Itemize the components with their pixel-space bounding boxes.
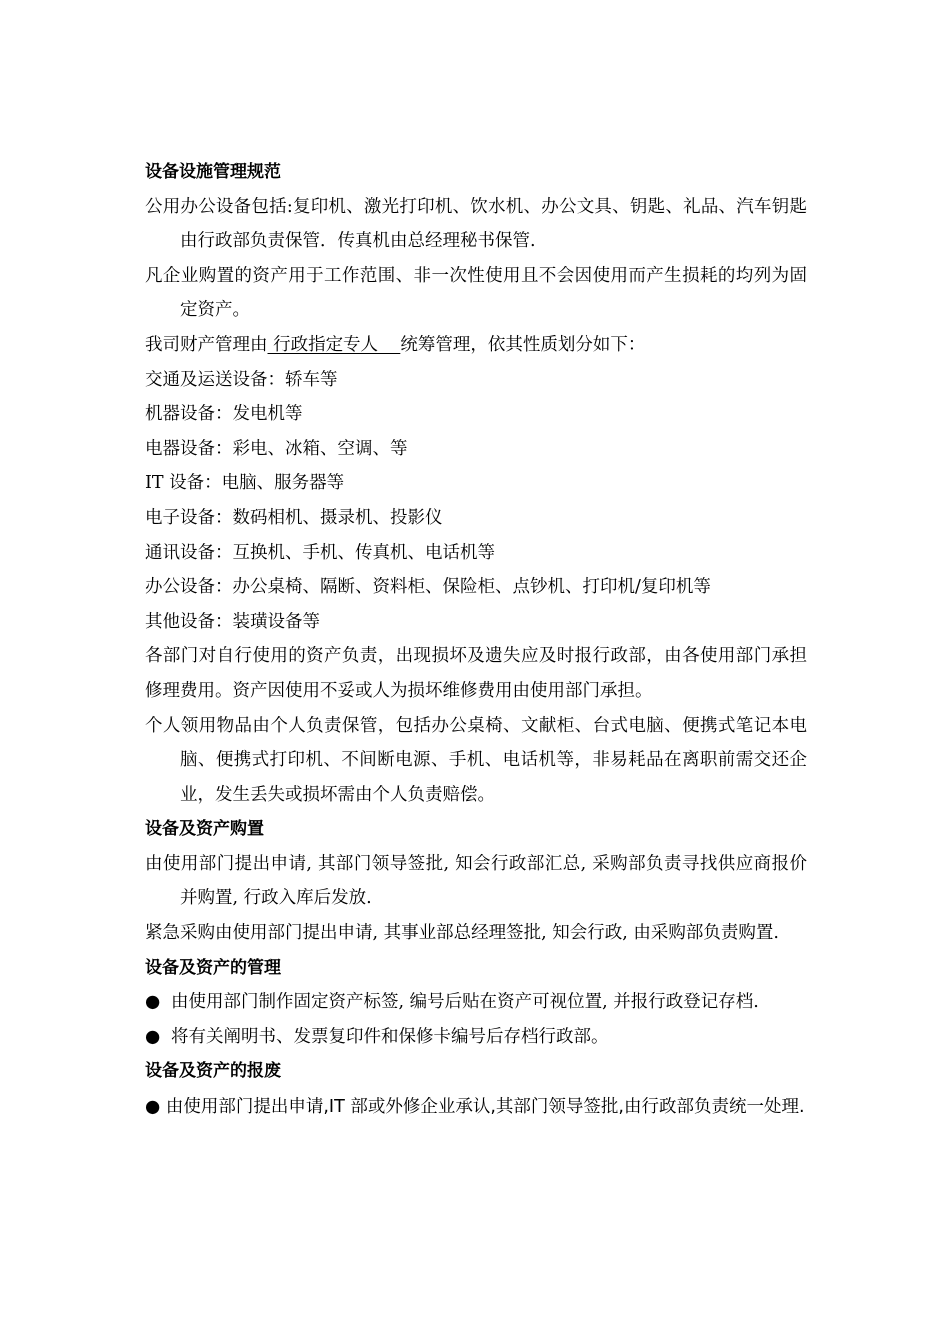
bullet-text: 由使用部门提出申请,IT 部或外修企业承认,其部门领导签批,由行政部负责统一处理. xyxy=(165,1097,805,1118)
paragraph-office-equipment: 公用办公设备包括:复印机、激光打印机、饮水机、办公文具、钥匙、礼品、汽车钥匙由行政部负责保管．传真机由总经理秘书保管. xyxy=(145,196,807,252)
category-electrical: 电器设备：彩电、冰箱、空调、等 xyxy=(145,438,408,459)
paragraph-urgent-purchase: 紧急采购由使用部门提出申请, 其事业部总经理签批, 知会行政, 由采购部负责购置. xyxy=(145,923,779,944)
paragraph-department-responsibility: 各部门对自行使用的资产负责，出现损坏及遗失应及时报行政部，由各使用部门承担修理费用。资产因使用不妥或人为损坏维修费用由使用部门承担。 xyxy=(145,646,807,701)
category-other: 其他设备：装璜设备等 xyxy=(145,611,320,632)
bullet-item-asset-label xyxy=(145,985,807,1020)
bullet-icon: ● xyxy=(145,1097,161,1118)
bullet-item-archive xyxy=(145,1020,807,1055)
document-title: 设备设施管理规范 xyxy=(145,162,281,182)
section-heading-purchase: 设备及资产购置 xyxy=(145,819,264,840)
category-electronic: 电子设备：数码相机、摄录机、投影仪 xyxy=(145,507,443,528)
document-body xyxy=(145,155,807,1126)
bullet-icon: ● xyxy=(145,1026,161,1047)
category-office: 办公设备：办公桌椅、隔断、资料柜、保险柜、点钞机、打印机/复印机等 xyxy=(145,577,711,598)
bullet-text: 由使用部门制作固定资产标签, 编号后贴在资产可视位置, 并报行政登记存档. xyxy=(171,992,759,1013)
paragraph-property-management xyxy=(145,328,807,363)
underlined-fill-in: 行政指定专人 xyxy=(267,334,401,355)
section-heading-scrap: 设备及资产的报废 xyxy=(145,1061,281,1082)
section-heading-management: 设备及资产的管理 xyxy=(145,957,281,978)
category-communication: 通讯设备：互换机、手机、传真机、电话机等 xyxy=(145,542,495,563)
bullet-item-scrap xyxy=(145,1089,807,1126)
category-it: IT 设备：电脑、服务器等 xyxy=(145,473,345,494)
text-after-blank: 统筹管理，依其性质划分如下： xyxy=(400,334,646,355)
paragraph-personal-items: 个人领用物品由个人负责保管，包括办公桌椅、文献柜、台式电脑、便携式笔记本电脑、便携式打印机、不间断电源、手机、电话机等，非易耗品在离职前需交还企业，发生丢失或损坏需由个人负责赔偿。 xyxy=(145,715,807,805)
bullet-icon: ● xyxy=(145,992,161,1013)
paragraph-purchase-process: 由使用部门提出申请, 其部门领导签批, 知会行政部汇总, 采购部负责寻找供应商报价并购置, 行政入库后发放. xyxy=(145,853,807,909)
paragraph-fixed-assets: 凡企业购置的资产用于工作范围、非一次性使用且不会因使用而产生损耗的均列为固定资产。 xyxy=(145,265,807,321)
category-transport: 交通及运送设备：轿车等 xyxy=(145,369,338,390)
text-before-blank: 我司财产管理由 xyxy=(145,334,268,355)
category-machinery: 机器设备：发电机等 xyxy=(145,404,303,425)
bullet-text: 将有关阐明书、发票复印件和保修卡编号后存档行政部。 xyxy=(171,1026,609,1047)
